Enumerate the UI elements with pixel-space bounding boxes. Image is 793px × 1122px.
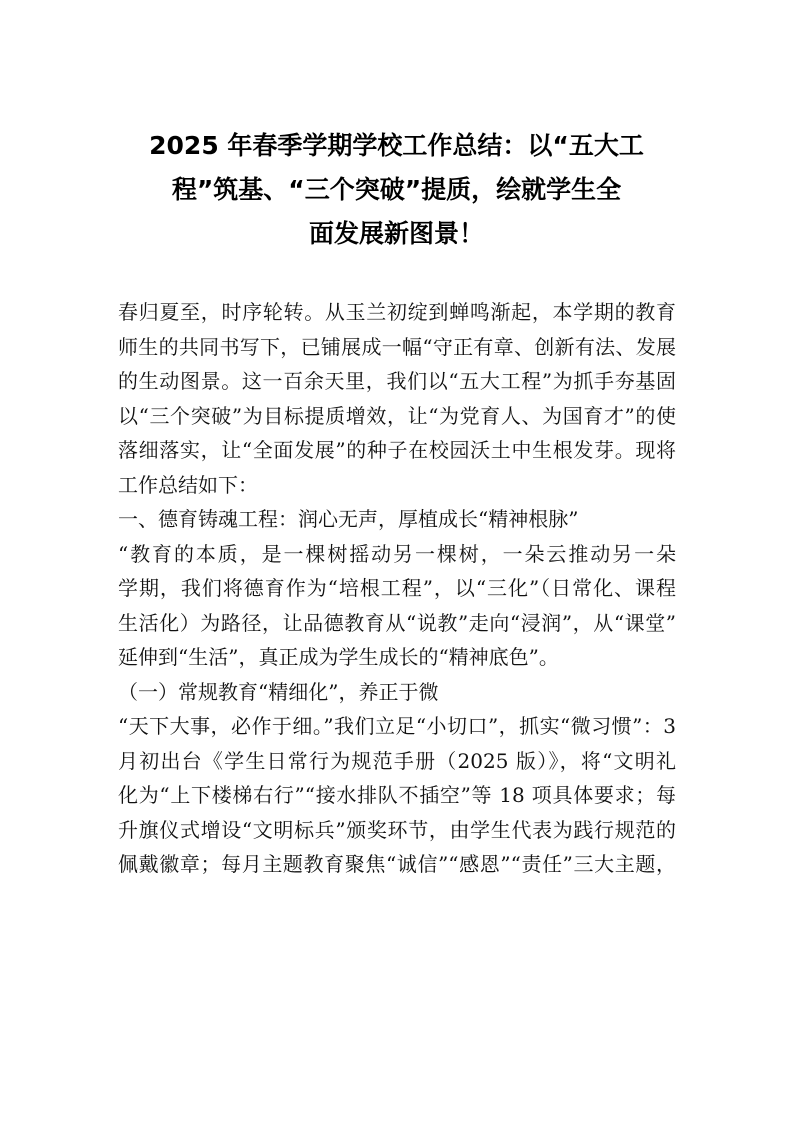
text-line: 学期，我们将德育作为“培根工程”，以“三化”（日常化、课程	[118, 576, 676, 600]
section-1-paragraph	[118, 537, 676, 675]
text-line: 升旗仪式增设“文明标兵”颁奖环节，由学生代表为践行规范的	[118, 817, 676, 842]
text-line: “天下大事，必作于细。”我们立足“小切口”，抓实“微习惯”：3	[118, 714, 676, 738]
text-line: 一、德育铸魂工程：润心无声，厚植成长“精神根脉”	[118, 507, 579, 531]
section-heading-1	[118, 502, 676, 537]
text-line: 佩戴徽章；每月主题教育聚焦“诚信”“感恩”“责任”三大主题，	[118, 852, 676, 876]
text-line: 师生的共同书写下，已铺展成一幅“守正有章、创新有法、发展	[118, 334, 676, 359]
title-line: 2025 年春季学期学校工作总结：以“五大工	[149, 131, 644, 160]
text-line: 落细落实，让“全面发展”的种子在校园沃土中生根发芽。现将	[118, 438, 676, 462]
subsection-1-1-paragraph	[118, 709, 676, 882]
text-line: 工作总结如下：	[118, 472, 258, 497]
text-line: 春归夏至，时序轮转。从玉兰初绽到蝉鸣渐起，本学期的教育	[118, 300, 676, 324]
text-line: 化为“上下楼梯右行”“接水排队不插空”等 18 项具体要求；每	[118, 783, 676, 807]
document-title	[100, 124, 693, 256]
intro-paragraph	[118, 295, 676, 502]
text-line: 以“三个突破”为目标提质增效，让“为党育人、为国育才”的使	[118, 403, 676, 428]
text-line: 延伸到“生活”，真正成为学生成长的“精神底色”。	[118, 645, 559, 669]
text-line: “教育的本质，是一棵树摇动另一棵树，一朵云推动另一朵	[118, 541, 676, 566]
text-line: 的生动图景。这一百余天里，我们以“五大工程”为抓手夯基固	[118, 369, 676, 393]
text-line: 月初出台《学生日常行为规范手册（2025 版）》，将“文明礼	[118, 748, 676, 773]
text-line: （一）常规教育“精细化”，养正于微	[118, 679, 439, 704]
subsection-heading-1-1	[118, 675, 676, 710]
document-body	[118, 295, 676, 882]
text-line: 生活化）为路径，让品德教育从“说教”走向“浸润”，从“课堂”	[118, 610, 676, 635]
title-line: 程”筑基、“三个突破”提质，绘就学生全	[171, 175, 622, 204]
title-line: 面发展新图景！	[308, 219, 484, 248]
